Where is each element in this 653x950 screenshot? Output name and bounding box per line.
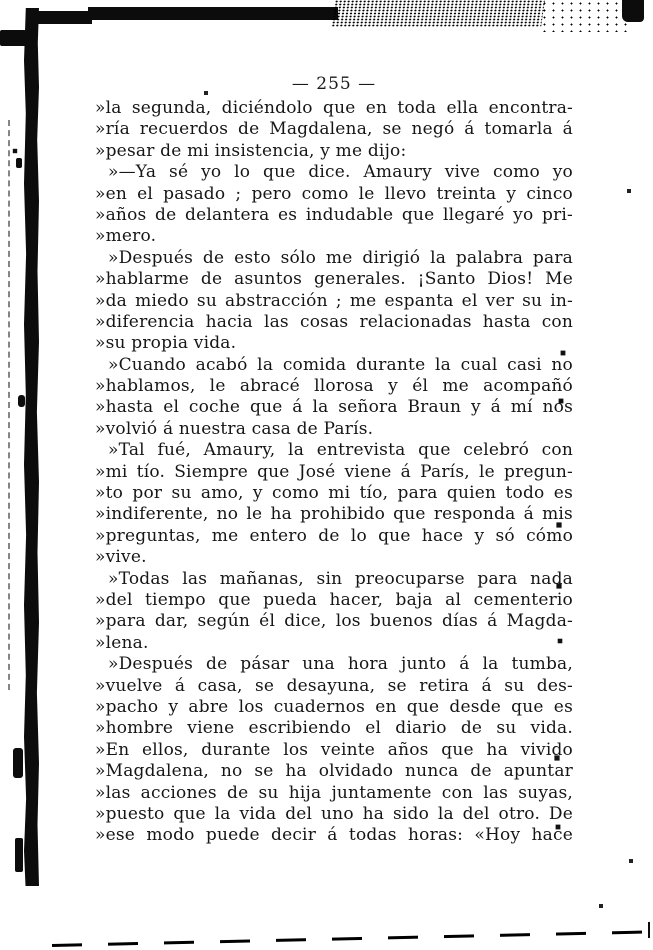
text-line: »preguntas, me entero de lo que hace y só cómo — [95, 525, 573, 546]
scan-artifact-left-blob — [13, 748, 23, 778]
scan-artifact-bottom-dashed-edge — [52, 930, 650, 947]
text-line: »Después de pásar una hora junto á la tumba, — [108, 654, 573, 675]
scan-artifact-left-blob — [18, 395, 25, 407]
text-line: »del tiempo que pueda hacer, baja al cementerio — [95, 589, 573, 610]
scan-artifact-top-speckle-dense — [331, 0, 545, 27]
text-line: »mero. — [95, 226, 157, 247]
text-line: »Magdalena, no se ha olvidado nunca de apuntar — [95, 761, 573, 782]
text-line: »to por su amo, y como mi tío, para quien todo es — [95, 483, 573, 504]
text-line: »pacho y abre los cuadernos en que desde que es — [95, 696, 573, 717]
text-line: »indiferente, no le ha prohibido que responda á mis — [95, 504, 573, 525]
text-line: »puesto que la vida del uno ha sido la del otro. De — [95, 803, 573, 824]
scan-artifact-specks — [0, 0, 2, 2]
scan-artifact-left-blob — [16, 158, 22, 168]
text-line: »las acciones de su hija juntamente con las suyas, — [95, 782, 573, 803]
text-line: »mi tío. Siempre que José viene á París, le pregun- — [95, 461, 573, 482]
scan-artifact-top-speckle-sparse — [540, 0, 632, 32]
text-line: »hombre viene escribiendo el diario de su vida. — [95, 718, 573, 739]
scan-artifact-bottom-right-tick — [648, 922, 650, 938]
text-line: »vive. — [95, 547, 147, 568]
text-line: »ese modo puede decir á todas horas: «Hoy hace — [95, 825, 573, 846]
text-line: »volvió á nuestra casa de París. — [95, 418, 374, 439]
text-line: »la segunda, diciéndolo que en toda ella encontra- — [95, 98, 573, 118]
text-line: »ría recuerdos de Magdalena, se negó á tomarla á — [95, 119, 573, 140]
text-line: »para dar, según él dice, los buenos días á Magda- — [95, 611, 573, 632]
text-line: »hasta el coche que á la señora Braun y á mí nos — [95, 397, 573, 418]
text-line: »diferencia hacia las cosas relacionadas hasta con — [95, 311, 573, 332]
text-line: »Cuando acabó la comida durante la cual casi no — [108, 354, 573, 375]
text-line: »—Ya sé yo lo que dice. Amaury vive como yo — [108, 162, 573, 183]
text-line: »años de delantera es indudable que llegaré yo pri- — [95, 204, 573, 225]
text-line: »hablarme de asuntos generales. ¡Santo Dios! Me — [95, 269, 573, 290]
text-line: »da miedo su abstracción ; me espanta el ver su in- — [95, 290, 573, 311]
text-line: »pesar de mi insistencia, y me dijo: — [95, 140, 407, 161]
scan-artifact-top-right-blob — [622, 0, 644, 22]
text-line: »en el pasado ; pero como le llevo treinta y cinco — [95, 183, 573, 204]
text-line: »Tal fué, Amaury, la entrevista que celebró con — [108, 440, 573, 461]
text-line: »vuelve á casa, se desayuna, se retira á su des- — [95, 675, 573, 696]
text-line: »En ellos, durante los veinte años que ha vivido — [95, 739, 573, 760]
scan-artifact-top-band — [88, 7, 338, 20]
text-line: »lena. — [95, 632, 149, 653]
text-line: »hablamos, le abracé llorosa y él me acompañó — [95, 376, 573, 397]
scan-artifact-left-dotted-line — [8, 120, 10, 690]
text-line: »Todas las mañanas, sin preocuparse para nada — [108, 568, 573, 589]
scan-artifact-gutter-shadow — [24, 8, 39, 886]
page-number: — 255 — — [291, 74, 377, 94]
text-line: »su propia vida. — [95, 333, 237, 354]
text-line: »Después de esto sólo me dirigió la palabra para — [108, 247, 573, 268]
text-lines — [95, 98, 573, 847]
scan-artifact-left-blob — [15, 838, 23, 872]
